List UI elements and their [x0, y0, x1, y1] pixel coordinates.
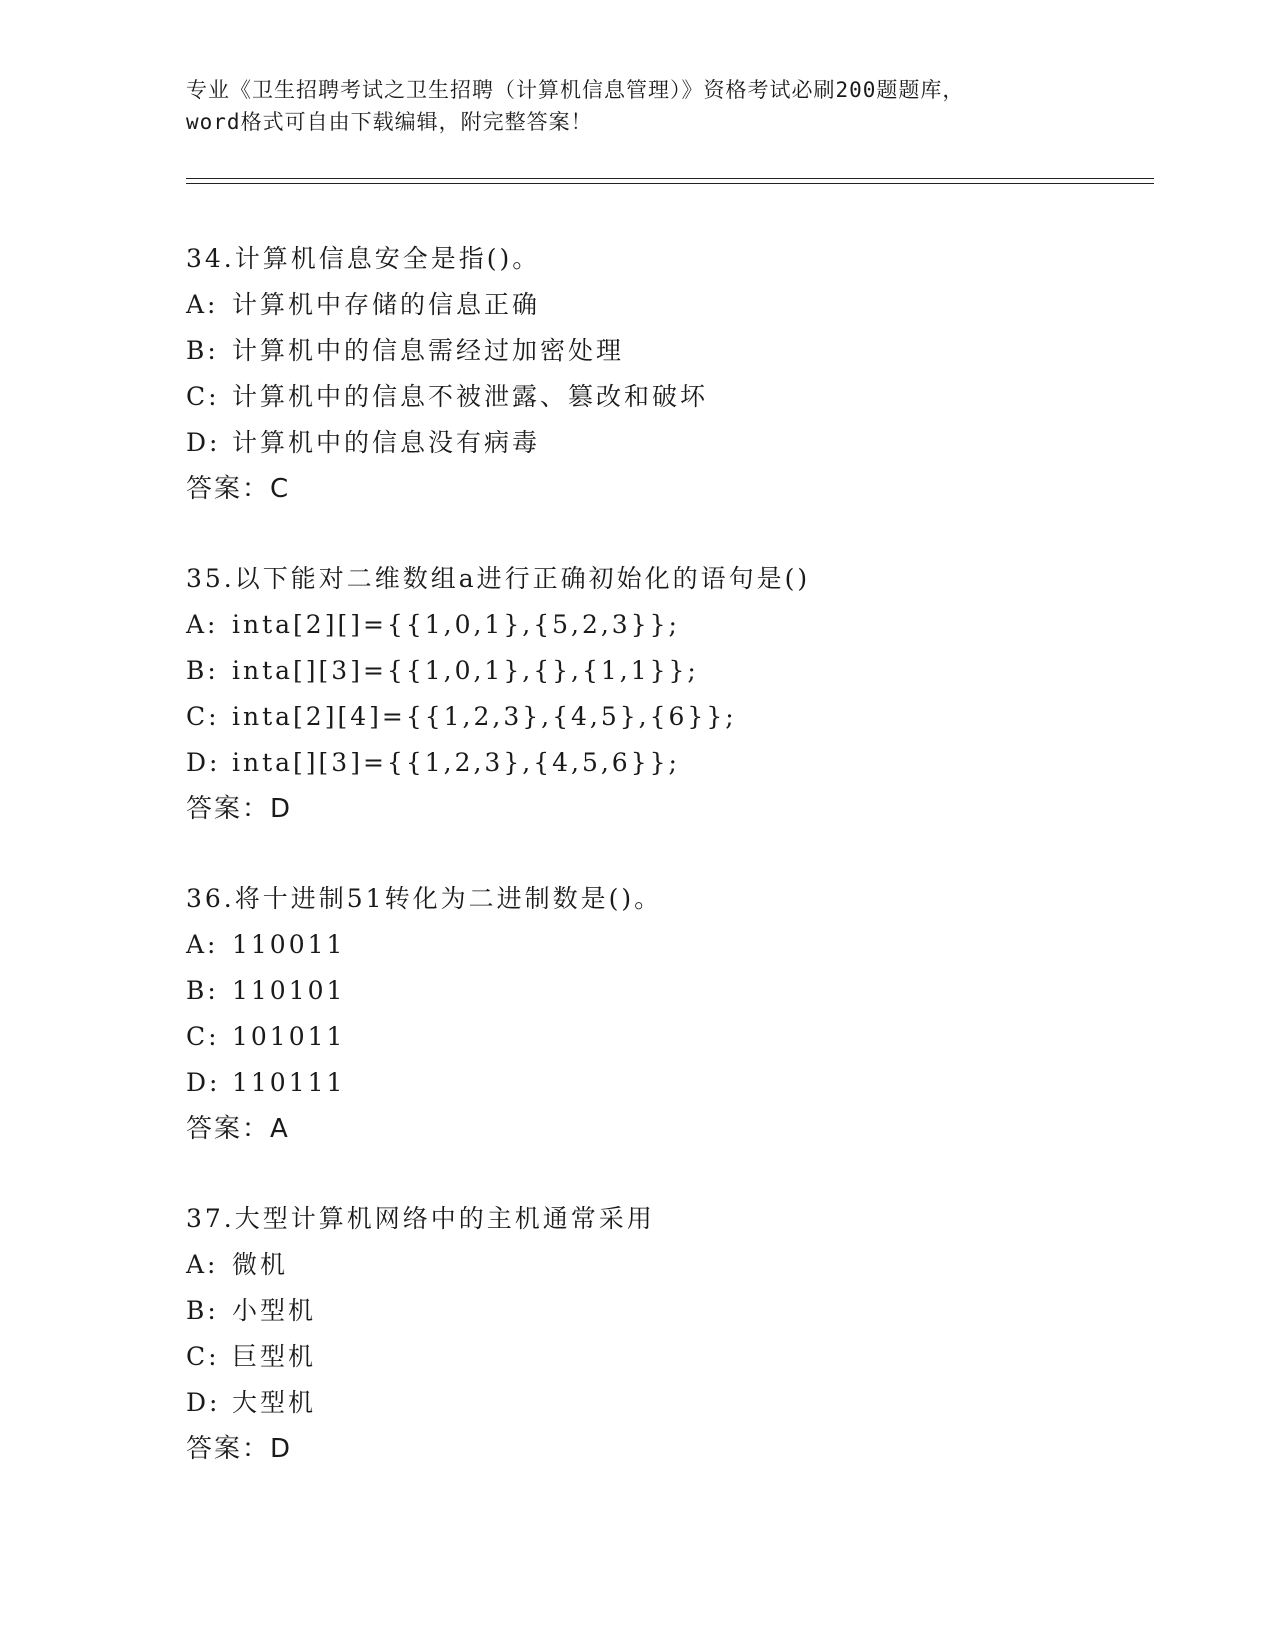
option-a	[186, 282, 1146, 328]
option-d	[186, 1060, 1146, 1106]
option-c	[186, 374, 1146, 420]
option-text: 计算机中的信息需经过加密处理	[232, 336, 625, 365]
option-text: 110111	[232, 1068, 346, 1097]
option-d	[186, 420, 1146, 466]
option-text: 小型机	[232, 1296, 317, 1325]
option-letter: C:	[186, 1342, 220, 1371]
answer-line: 答案：D	[186, 1434, 293, 1464]
option-c	[186, 694, 1146, 740]
header-divider-bottom	[186, 183, 1154, 184]
option-a	[186, 1242, 1146, 1288]
question-36	[186, 876, 1146, 1152]
option-d	[186, 740, 1146, 786]
header-line-2: word格式可自由下载编辑，附完整答案！	[186, 110, 593, 134]
option-letter: D:	[186, 1068, 221, 1097]
option-letter: A:	[186, 610, 219, 639]
option-letter: B:	[186, 656, 219, 685]
option-text: inta[][3]={{1,0,1},{},{1,1}};	[232, 656, 699, 685]
option-c	[186, 1014, 1146, 1060]
option-letter: A:	[186, 1250, 219, 1279]
question-37	[186, 1196, 1146, 1472]
question-34	[186, 236, 1146, 512]
option-letter: D:	[186, 1388, 221, 1417]
option-text: inta[][3]={{1,2,3},{4,5,6}};	[232, 748, 680, 777]
answer-line: 答案：A	[186, 1114, 290, 1144]
option-letter: B:	[186, 1296, 219, 1325]
option-b	[186, 1288, 1146, 1334]
option-text: 110101	[232, 976, 346, 1005]
option-a	[186, 602, 1146, 648]
option-text: 计算机中的信息不被泄露、篡改和破坏	[232, 382, 709, 411]
option-text: 计算机中存储的信息正确	[232, 290, 541, 319]
option-text: 大型机	[232, 1388, 317, 1417]
option-text: inta[2][]={{1,0,1},{5,2,3}};	[232, 610, 680, 639]
option-letter: B:	[186, 976, 219, 1005]
option-text: 微机	[232, 1250, 289, 1279]
answer-line: 答案：C	[186, 474, 291, 504]
option-text: 计算机中的信息没有病毒	[232, 428, 541, 457]
option-c	[186, 1334, 1146, 1380]
option-text: 101011	[232, 1022, 346, 1051]
document-header	[186, 74, 1086, 138]
option-letter: C:	[186, 702, 220, 731]
option-a	[186, 922, 1146, 968]
option-letter: B:	[186, 336, 219, 365]
question-stem: 35.以下能对二维数组a进行正确初始化的语句是()	[186, 564, 811, 593]
option-letter: D:	[186, 428, 221, 457]
question-stem: 37.大型计算机网络中的主机通常采用	[186, 1204, 655, 1233]
option-d	[186, 1380, 1146, 1426]
option-b	[186, 968, 1146, 1014]
header-divider-top	[186, 178, 1154, 179]
header-line-1: 专业《卫生招聘考试之卫生招聘（计算机信息管理）》资格考试必刷200题题库，	[186, 78, 965, 102]
question-stem: 36.将十进制51转化为二进制数是()。	[186, 884, 663, 913]
option-b	[186, 328, 1146, 374]
option-letter: A:	[186, 290, 219, 319]
option-b	[186, 648, 1146, 694]
answer-line: 答案：D	[186, 794, 293, 824]
question-stem: 34.计算机信息安全是指()。	[186, 244, 541, 273]
option-letter: C:	[186, 382, 220, 411]
option-text: 110011	[232, 930, 346, 959]
question-35	[186, 556, 1146, 832]
option-text: inta[2][4]={{1,2,3},{4,5},{6}};	[232, 702, 737, 731]
option-letter: D:	[186, 748, 221, 777]
option-letter: A:	[186, 930, 219, 959]
option-letter: C:	[186, 1022, 220, 1051]
option-text: 巨型机	[232, 1342, 317, 1371]
